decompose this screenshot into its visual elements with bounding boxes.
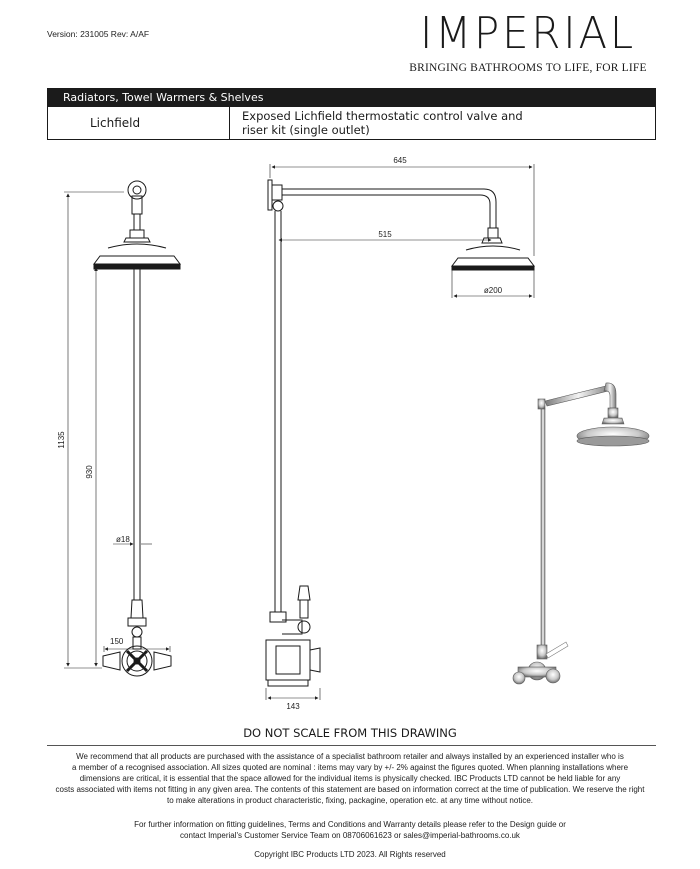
dim-head-diameter: ø200 (483, 286, 503, 295)
disclaimer-line: a member of a recognised association. All sizes quoted are nominal : items may vary by +/- 2% against the figures quoted. When planning installations where (71, 763, 629, 772)
front-dimensions (64, 192, 170, 668)
further-info (0, 819, 700, 841)
brand-logo (408, 8, 648, 74)
disclaimer-line: We recommend that all products are purchased with the assistance of a specialist bathroom retailer and always installed by an experienced installer who is (76, 752, 624, 761)
product-render (513, 383, 649, 684)
disclaimer-line: costs associated with items not fitting in any given area. The contents of this statement are based on information correct at the time of publication. We reserve the right (55, 785, 645, 794)
dim-overall-height: 1135 (57, 431, 66, 449)
product-table (47, 88, 656, 140)
disclaimer-line: dimensions are critical, it is essential that the space allowed for the individual items is physically checked. IBC Products LTD cannot be held liable for any (79, 774, 621, 783)
description-line-1: Exposed Lichfield thermostatic control valve and (242, 109, 523, 123)
description-line-2: riser kit (single outlet) (242, 123, 370, 137)
side-dimensions (266, 164, 534, 700)
divider (47, 745, 656, 746)
scale-warning: DO NOT SCALE FROM THIS DRAWING (243, 726, 457, 740)
further-info-line: For further information on fitting guidelines, Terms and Conditions and Warranty details please refer to the Design guide or (134, 820, 566, 829)
front-view (94, 181, 180, 676)
dim-valve-depth: 143 (286, 702, 300, 711)
dim-arm-projection: 645 (393, 156, 407, 165)
copyright: Copyright IBC Products LTD 2023. All Rights reserved (254, 850, 446, 859)
brand-tagline: BRINGING BATHROOMS TO LIFE, FOR LIFE (409, 62, 647, 74)
version-label: Version: 231005 Rev: A/AF (47, 29, 150, 39)
disclaimer (20, 751, 680, 806)
disclaimer-line: to make alterations in product characteristic, fixing, packagine, operation etc. at any time without notice. (167, 796, 533, 805)
brand-name: IMPERIAL (419, 8, 637, 59)
further-info-line: contact Imperial's Customer Service Team on 08706061623 or sales@imperial-bathrooms.co.uk (180, 831, 520, 840)
product-description (230, 107, 655, 139)
dim-riser-height: 930 (85, 465, 94, 479)
category-header: Radiators, Towel Warmers & Shelves (48, 89, 655, 107)
product-name: Lichfield (48, 107, 230, 139)
dim-pipe-diameter: ø18 (116, 535, 130, 544)
side-view (266, 180, 534, 686)
technical-drawing (0, 140, 700, 720)
product-row (48, 107, 655, 139)
dim-valve-width: 150 (110, 637, 124, 646)
dim-head-offset: 515 (378, 230, 392, 239)
